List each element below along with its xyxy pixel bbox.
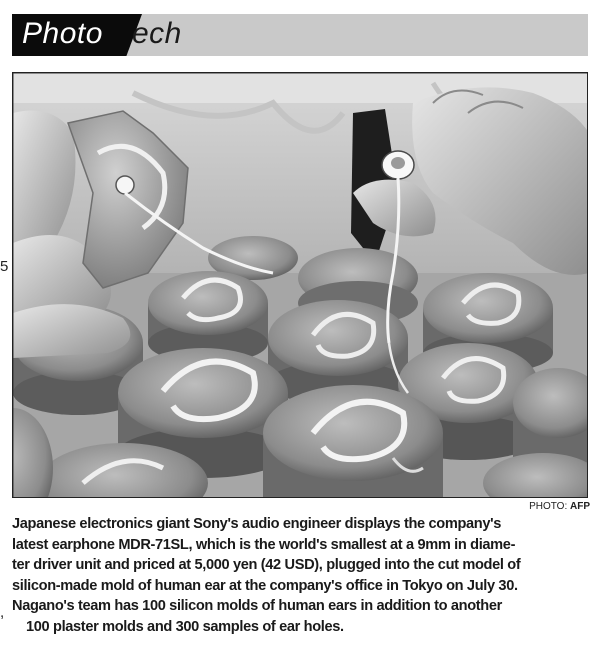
edge-char-top: 5 — [0, 258, 9, 275]
news-photo — [12, 72, 588, 498]
photo-ear-molds-image — [13, 73, 588, 498]
photo-caption — [12, 514, 588, 638]
caption-line: 100 plaster molds and 300 samples of ear holes. — [26, 618, 344, 635]
header-title-tech: ech — [132, 17, 182, 50]
caption-line: latest earphone MDR-71SL, which is the world's smallest at a 9mm in diame- — [12, 536, 516, 553]
caption-line: silicon-made mold of human ear at the company's office in Tokyo on July 30. — [12, 577, 518, 594]
photo-credit-label: PHOTO: — [529, 501, 568, 512]
section-header — [12, 14, 588, 56]
photo-credit-source: AFP — [570, 501, 590, 512]
caption-line: Japanese electronics giant Sony's audio engineer displays the company's — [12, 516, 501, 532]
header-title-photo: Photo — [22, 17, 103, 50]
caption-line: ter driver unit and priced at 5,000 yen (42 USD), plugged into the cut model of — [12, 557, 521, 574]
edge-char-bottom: , — [0, 604, 5, 621]
photo-credit — [529, 501, 590, 512]
caption-line: Nagano's team has 100 silicon molds of human ears in addition to another — [12, 598, 502, 615]
